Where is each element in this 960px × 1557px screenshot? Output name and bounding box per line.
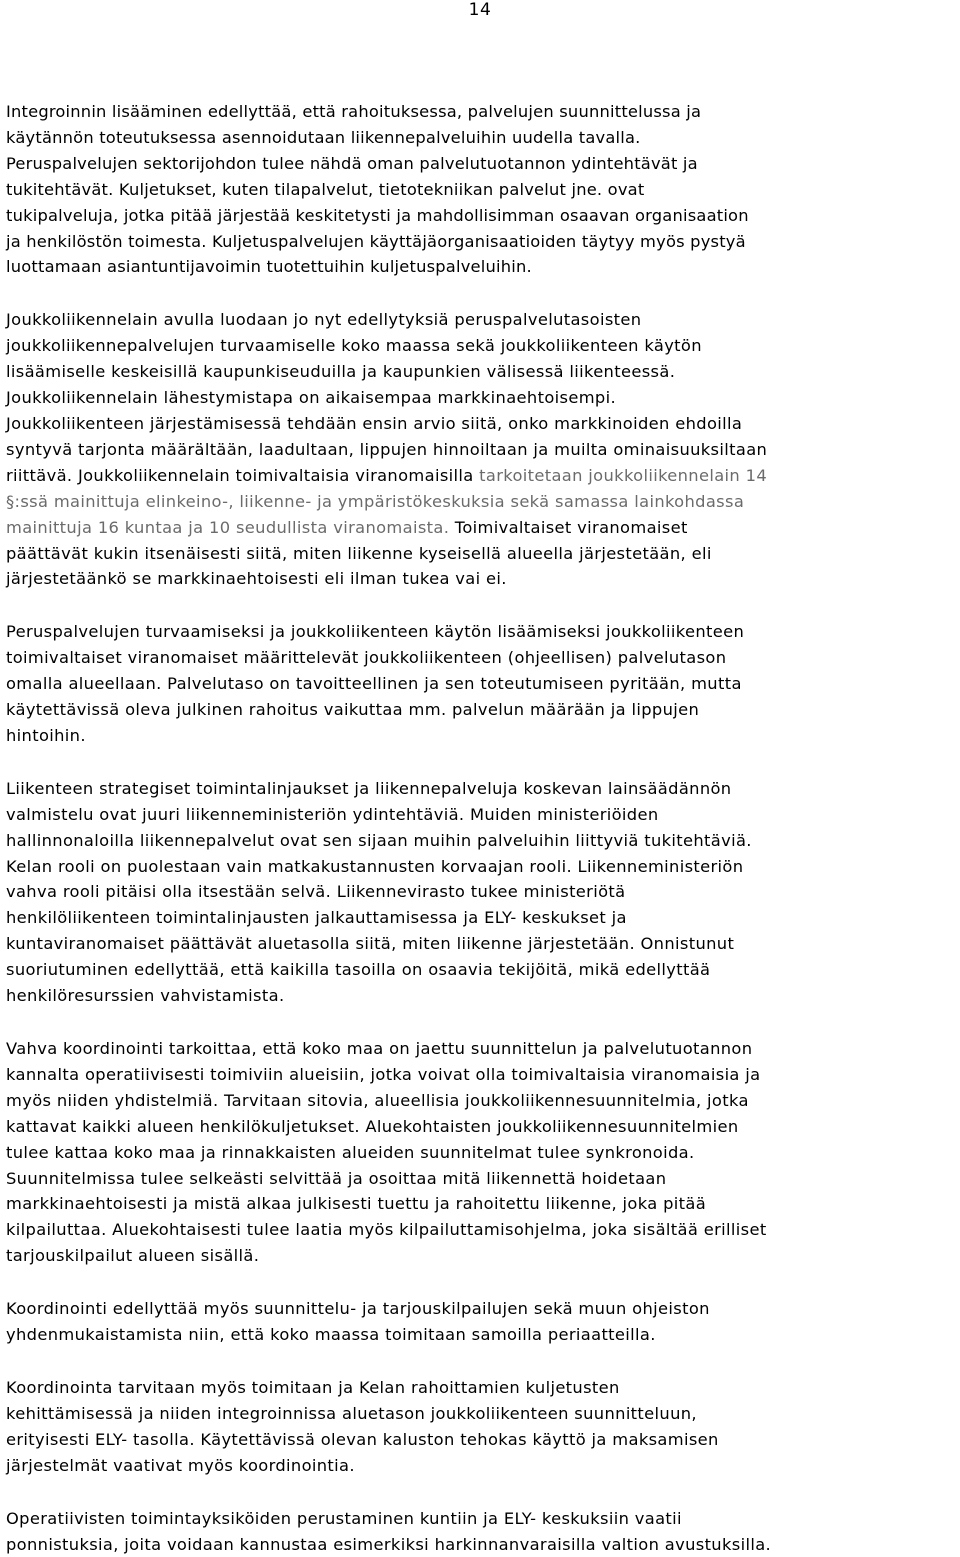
text-line: kuntaviranomaiset päättävät aluetasolla siitä, miten liikenne järjestetään. Onnistunut (6, 931, 958, 957)
text-line: järjestetäänkö se markkinaehtoisesti eli ilman tukea vai ei. (6, 566, 958, 592)
paragraph-integration (6, 99, 958, 280)
text-line: hallinnonaloilla liikennepalvelut ovat sen sijaan muihin palveluihin liittyviä tukitehtäviä. (6, 828, 958, 854)
text-line: henkilöresurssien vahvistamista. (6, 983, 958, 1009)
text-line: markkinaehtoisesti ja mistä alkaa julkisesti tuettu ja rahoitettu liikenne, joka pitää (6, 1191, 958, 1217)
text-run: riittävä. Joukkoliikennelain toimivaltaisia viranomaisilla (6, 466, 479, 485)
text-line: hintoihin. (6, 723, 958, 749)
text-line: ponnistuksia, joita voidaan kannustaa esimerkiksi harkinnanvaraisilla valtion avustuksilla. (6, 1532, 958, 1557)
text-line: käytännön toteutuksessa asennoidutaan liikennepalveluihin uudella tavalla. (6, 125, 958, 151)
text-line: vahva rooli pitäisi olla itsestään selvä. Liikennevirasto tukee ministeriötä (6, 879, 958, 905)
text-line: luottamaan asiantuntijavoimin tuotettuihin kuljetuspalveluihin. (6, 254, 958, 280)
text-line: Joukkoliikennelain avulla luodaan jo nyt edellytyksiä peruspalvelutasoisten (6, 307, 958, 333)
text-line: kannalta operatiivisesti toimiviin alueisiin, jotka voivat olla toimivaltaisia viranomaisia ja (6, 1062, 958, 1088)
text-line: Integroinnin lisääminen edellyttää, että rahoituksessa, palvelujen suunnittelussa ja (6, 99, 958, 125)
text-line: Peruspalvelujen sektorijohdon tulee nähdä oman palvelutuotannon ydintehtävät ja (6, 151, 958, 177)
text-line: Suunnitelmissa tulee selkeästi selvittää ja osoittaa mitä liikennettä hoidetaan (6, 1166, 958, 1192)
text-line: lisäämiselle keskeisillä kaupunkiseuduilla ja kaupunkien välisessä liikenteessä. (6, 359, 958, 385)
text-line: valmistelu ovat juuri liikenneministeriön ydintehtäviä. Muiden ministeriöiden (6, 802, 958, 828)
text-line: kattavat kaikki alueen henkilökuljetukset. Aluekohtaisten joukkoliikennesuunnitelmien (6, 1114, 958, 1140)
text-line: Koordinointa tarvitaan myös toimitaan ja Kelan rahoittamien kuljetusten (6, 1375, 958, 1401)
text-line: tarjouskilpailut alueen sisällä. (6, 1243, 958, 1269)
paragraph-service-level (6, 619, 958, 749)
text-line: Peruspalvelujen turvaamiseksi ja joukkoliikenteen käytön lisäämiseksi joukkoliikenteen (6, 619, 958, 645)
text-run: Toimivaltaiset viranomaiset (449, 518, 687, 537)
text-line: kehittämisessä ja niiden integroinnissa aluetason joukkoliikenteen suunnitteluun, (6, 1401, 958, 1427)
text-line: omalla alueellaan. Palvelutaso on tavoitteellinen ja sen toteutumiseen pyritään, mutta (6, 671, 958, 697)
paragraph-harmonisation (6, 1296, 958, 1348)
text-line: henkilöliikenteen toimintalinjausten jalkauttamisessa ja ELY- keskukset ja (6, 905, 958, 931)
text-line: Joukkoliikennelain lähestymistapa on aikaisempaa markkinaehtoisempi. (6, 385, 958, 411)
text-line: syntyvä tarjonta määrältään, laadultaan, lippujen hinnoiltaan ja muilta ominaisuuksiltaan (6, 437, 958, 463)
text-line: Vahva koordinointi tarkoittaa, että koko maa on jaettu suunnittelun ja palvelutuotannon (6, 1036, 958, 1062)
text-line: joukkoliikennepalvelujen turvaamiselle koko maassa sekä joukkoliikenteen käytön (6, 333, 958, 359)
paragraph-strong-coordination (6, 1036, 958, 1269)
text-line: ja henkilöstön toimesta. Kuljetuspalvelujen käyttäjäorganisaatioiden täytyy myös pystyä (6, 229, 958, 255)
text-line: käytettävissä oleva julkinen rahoitus vaikuttaa mm. palvelun määrään ja lippujen (6, 697, 958, 723)
page-number: 14 (0, 0, 960, 20)
text-line (6, 515, 958, 541)
text-line: suoriutuminen edellyttää, että kaikilla tasoilla on osaavia tekijöitä, mikä edellyttää (6, 957, 958, 983)
text-line: tulee kattaa koko maa ja rinnakkaisten alueiden suunnitelmat tulee synkronoida. (6, 1140, 958, 1166)
text-line: Joukkoliikenteen järjestämisessä tehdään ensin arvio siitä, onko markkinoiden ehdoilla (6, 411, 958, 437)
text-line: yhdenmukaistamista niin, että koko maassa toimitaan samoilla periaatteilla. (6, 1322, 958, 1348)
text-line: Liikenteen strategiset toimintalinjaukset ja liikennepalveluja koskevan lainsäädännön (6, 776, 958, 802)
paragraph-operational-units (6, 1506, 958, 1557)
text-line: Koordinointi edellyttää myös suunnittelu- ja tarjouskilpailujen sekä muun ohjeiston (6, 1296, 958, 1322)
text-line: kilpailuttaa. Aluekohtaisesti tulee laatia myös kilpailuttamisohjelma, joka sisältää erilliset (6, 1217, 958, 1243)
text-line: päättävät kukin itsenäisesti siitä, miten liikenne kyseisellä alueella järjestetään, eli (6, 541, 958, 567)
text-line: tukitehtävät. Kuljetukset, kuten tilapalvelut, tietotekniikan palvelut jne. ovat (6, 177, 958, 203)
grey-text-run: mainittuja 16 kuntaa ja 10 seudullista viranomaista. (6, 518, 449, 537)
paragraph-public-transport-law (6, 307, 958, 592)
text-line: erityisesti ELY- tasolla. Käytettävissä olevan kaluston tehokas käyttö ja maksamisen (6, 1427, 958, 1453)
text-line: Kelan rooli on puolestaan vain matkakustannusten korvaajan rooli. Liikenneministeriön (6, 854, 958, 880)
text-line: järjestelmät vaativat myös koordinointia. (6, 1453, 958, 1479)
document-body (6, 99, 958, 1557)
text-line: toimivaltaiset viranomaiset määrittelevät joukkoliikenteen (ohjeellisen) palvelutason (6, 645, 958, 671)
paragraph-kela-coordination (6, 1375, 958, 1479)
grey-text-run: tarkoitetaan joukkoliikennelain 14 (479, 466, 767, 485)
text-line: tukipalveluja, jotka pitää järjestää keskitetysti ja mahdollisimman osaavan organisaation (6, 203, 958, 229)
text-line: Operatiivisten toimintayksiköiden perustaminen kuntiin ja ELY- keskuksiin vaatii (6, 1506, 958, 1532)
text-line: myös niiden yhdistelmiä. Tarvitaan sitovia, alueellisia joukkoliikennesuunnitelmia, jotka (6, 1088, 958, 1114)
grey-text-line: §:ssä mainittuja elinkeino-, liikenne- ja ympäristökeskuksia sekä samassa lainkohdassa (6, 489, 958, 515)
paragraph-ministry-role (6, 776, 958, 1009)
text-line (6, 463, 958, 489)
